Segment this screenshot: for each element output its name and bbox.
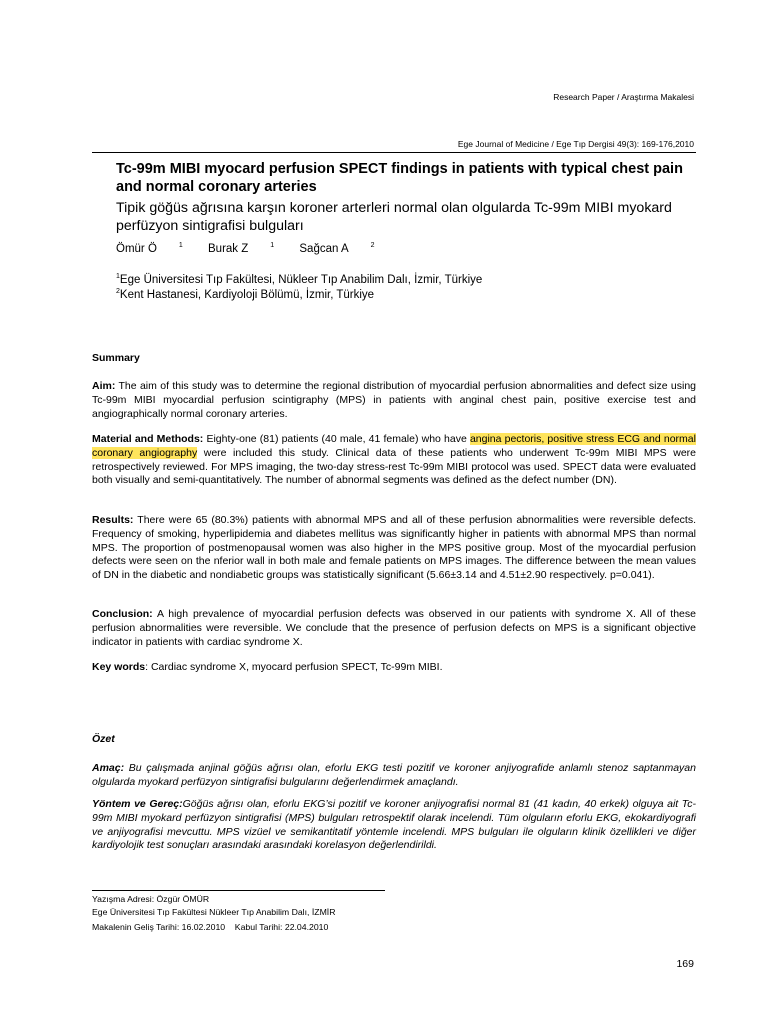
highlighted-text: angina pectoris, positive stress ECG and normal coronary angiography: [92, 433, 696, 459]
header-rule: [92, 152, 696, 153]
amac-paragraph: Amaç: Bu çalışmada anjinal göğüs ağrısı olan, eforlu EKG testi pozitif ve koroner anjiyografide anlamlı stenoz saptanmayan olgularda myokard perfüzyon sintigrafisi bulgularını değerlendirmek amaçlandı.: [92, 762, 696, 788]
aim-paragraph: Aim: The aim of this study was to determine the regional distribution of myocardial perfusion abnormalities and defect size using Tc-99m MIBI myocardial perfusion scintigraphy (MPS) in patients with anginal chest pain, positive exercise test and angiographically normal coronary arteries.: [92, 380, 696, 420]
yontem-paragraph: Yöntem ve Gereç:Göğüs ağrısı olan, eforlu EKG’si pozitif ve koroner anjiyografisi normal 81 (41 kadın, 40 erkek) olguya ait Tc-99m MIBI myokard perfüzyon sintigrafisi (MPS) bulguları retrospektif olarak incelendi. Tüm olguların eforlu EKG, ekokardiyografi ve anjiyografisi mevcuttu. MPS vizüel ve semikantitatif yöntemle incelendi. MPS bulguları ile olguların klinik özellikleri ve diğer kardiyolojik test sonuçları arasındaki arasındaki korelasyon değerlendirildi.: [92, 798, 696, 852]
correspondence-name: Yazışma Adresi: Özgür ÖMÜR: [92, 894, 210, 904]
english-title: Tc-99m MIBI myocard perfusion SPECT findings in patients with typical chest pain and normal coronary arteries: [116, 161, 683, 195]
affiliations: [116, 273, 482, 303]
footer-rule: [92, 890, 385, 891]
ozet-heading: Özet: [92, 733, 115, 745]
author: Ömür Ö $^1$: [116, 242, 183, 255]
turkish-title: Tipik göğüs ağrısına karşın koroner arterleri normal olan olgularda Tc-99m MIBI myokard perfüzyon sintigrafisi bulguları: [116, 200, 672, 234]
author: Sağcan A $^2$: [299, 242, 375, 255]
affiliation: $^2$Kent Hastanesi, Kardiyoloji Bölümü, İzmir, Türkiye: [116, 288, 375, 301]
journal-citation: Ege Journal of Medicine / Ege Tıp Dergisi 49(3): 169-176,2010: [457, 139, 694, 149]
page-number: 169: [676, 958, 694, 970]
keywords-paragraph: Key words: Cardiac syndrome X, myocard perfusion SPECT, Tc-99m MIBI.: [92, 661, 443, 673]
methods-paragraph: Material and Methods: Eighty-one (81) patients (40 male, 41 female) who have angina pectoris, positive stress ECG and normal coronary angiography were included this study. Clinical data of these patients who underwent Tc-99m MIBI MPS were retrospectively reviewed. For MPS imaging, the two-day stress-rest Tc-99m MIBI protocol was used. SPECT data were evaluated both visually and semi-quantitatively. The number of abnormal segments was defined as the defect number (DN).: [92, 433, 696, 487]
author: Burak Z $^1$: [208, 242, 275, 255]
paper-type-label: Research Paper / Araştırma Makalesi: [553, 92, 694, 102]
conclusion-paragraph: Conclusion: A high prevalence of myocardial perfusion defects was observed in our patients with syndrome X. All of these perfusion abnormalities were reversible. We conclude that the presence of perfusion defects on MPS is a significant objective indicator in patients with cardiac syndrome X.: [92, 608, 696, 648]
correspondence-block: [92, 893, 336, 934]
affiliation: $^1$Ege Üniversitesi Tıp Fakültesi, Nükleer Tıp Anabilim Dalı, İzmir, Türkiye: [116, 273, 483, 286]
summary-heading: Summary: [92, 352, 140, 364]
results-paragraph: Results: There were 65 (80.3%) patients with abnormal MPS and all of these perfusion abnormalities were reversible defects. Frequency of smoking, hyperlipidemia and diabetes mellitus was significantly higher in patients with abnormal MPS than normal MPS. The proportion of postmenopausal women was also higher in the MPS positive group. Most of the myocardial perfusion defects were seen on the nferior wall in both male and female patients on MPS images. The difference between the mean values of DN in the diabetic and nondiabetic groups was statistically significant (5.66±3.14 and 4.51±2.90 respectively. p=0.041).: [92, 514, 696, 582]
author-list: [116, 243, 397, 255]
correspondence-address: Ege Üniversitesi Tıp Fakültesi Nükleer Tıp Anabilim Dalı, İZMİR: [92, 907, 336, 917]
article-dates: Makalenin Geliş Tarihi: 16.02.2010 Kabul Tarihi: 22.04.2010: [92, 922, 329, 932]
